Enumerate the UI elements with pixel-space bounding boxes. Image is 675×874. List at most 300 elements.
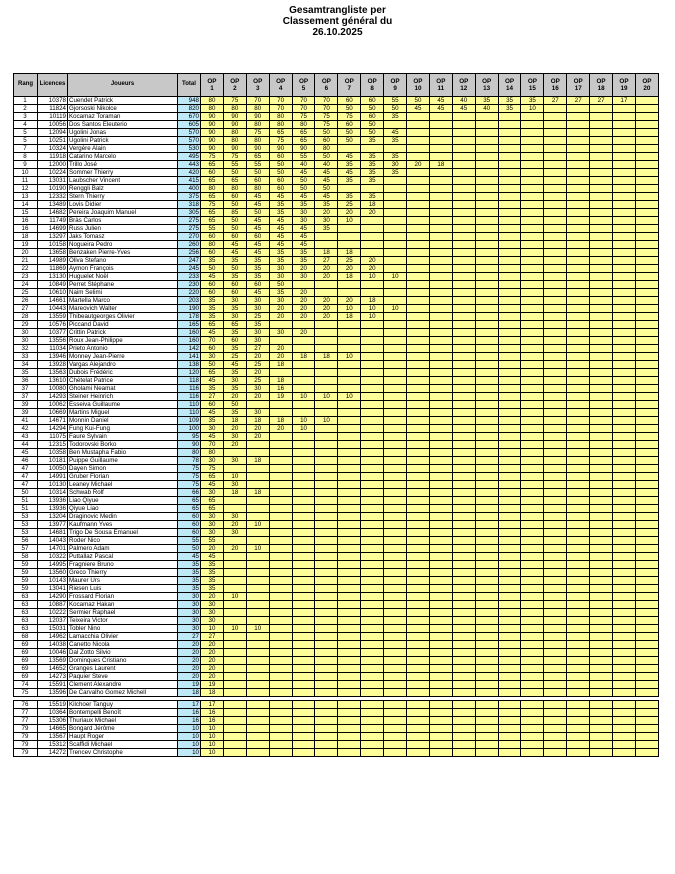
total-cell: 10 (178, 749, 201, 757)
op-score-cell (613, 733, 636, 741)
op-score-cell (361, 577, 384, 585)
op-score-cell (361, 749, 384, 757)
op-score-cell (590, 137, 613, 145)
table-row (14, 249, 659, 257)
table-row (14, 185, 659, 193)
op-score-cell: 20 (269, 353, 292, 361)
op-score-cell: 35 (269, 209, 292, 217)
rank-cell: 79 (14, 749, 38, 757)
player-name-cell: Nogueira Pedro (68, 241, 178, 249)
op-score-cell (475, 337, 498, 345)
op-score-cell (544, 417, 567, 425)
op-score-cell: 20 (201, 641, 224, 649)
op-score-cell (544, 313, 567, 321)
op-score-cell: 20 (315, 273, 338, 281)
op-score-cell: 35 (361, 137, 384, 145)
op-score-cell: 35 (338, 161, 361, 169)
op-score-cell (521, 585, 544, 593)
op-score-cell (613, 121, 636, 129)
op-score-cell (567, 129, 590, 137)
op-score-cell (475, 401, 498, 409)
op-score-cell (498, 273, 521, 281)
table-row (14, 481, 659, 489)
op-score-cell (544, 569, 567, 577)
op-score-cell (292, 741, 315, 749)
op-score-cell: 30 (201, 529, 224, 537)
op-score-cell: 60 (223, 193, 246, 201)
op-score-cell (613, 553, 636, 561)
license-cell: 14681 (38, 529, 68, 537)
op-score-cell: 35 (201, 305, 224, 313)
op-score-cell (544, 553, 567, 561)
license-cell: 14272 (38, 749, 68, 757)
op-score-cell (246, 465, 269, 473)
op-score-cell: 35 (384, 113, 407, 121)
op-score-cell (315, 369, 338, 377)
rank-cell: 12 (14, 185, 38, 193)
op-score-cell (407, 313, 430, 321)
op-score-cell (544, 673, 567, 681)
total-cell: 109 (178, 417, 201, 425)
total-cell: 17 (178, 701, 201, 709)
op-score-cell: 35 (223, 409, 246, 417)
op-score-cell (384, 593, 407, 601)
license-cell: 10314 (38, 489, 68, 497)
op-score-cell: 75 (246, 129, 269, 137)
op-score-cell (635, 417, 658, 425)
op-score-cell (498, 353, 521, 361)
total-cell: 142 (178, 345, 201, 353)
op-score-cell (246, 553, 269, 561)
op-score-cell: 50 (223, 265, 246, 273)
op-score-cell (361, 473, 384, 481)
op-score-cell (613, 601, 636, 609)
op-score-cell: 75 (201, 201, 224, 209)
op-score-cell (498, 337, 521, 345)
op-score-cell (475, 265, 498, 273)
op-score-cell (521, 561, 544, 569)
license-cell: 13936 (38, 505, 68, 513)
op-score-cell (452, 473, 475, 481)
op-score-cell (498, 217, 521, 225)
op-score-cell: 35 (269, 249, 292, 257)
op-score-cell (429, 633, 452, 641)
op-score-cell (452, 401, 475, 409)
op-score-cell (452, 593, 475, 601)
op-score-cell (269, 577, 292, 585)
op-score-cell (384, 393, 407, 401)
rank-cell: 7 (14, 145, 38, 153)
op-score-cell: 20 (407, 161, 430, 169)
op-score-cell (361, 569, 384, 577)
player-name-cell: Bongard Jérôme (68, 725, 178, 733)
op-score-cell (475, 393, 498, 401)
op-score-cell: 55 (201, 225, 224, 233)
op-score-cell (223, 601, 246, 609)
op-score-cell (361, 425, 384, 433)
op-score-cell (635, 353, 658, 361)
license-cell: 14962 (38, 633, 68, 641)
op-score-cell (269, 585, 292, 593)
total-cell: 100 (178, 425, 201, 433)
op-score-cell (269, 473, 292, 481)
license-cell: 14665 (38, 725, 68, 733)
op-score-cell: 45 (246, 217, 269, 225)
op-score-cell (384, 209, 407, 217)
total-cell: 116 (178, 393, 201, 401)
op-score-cell (567, 353, 590, 361)
op-score-cell (475, 185, 498, 193)
op-score-cell: 50 (338, 105, 361, 113)
op-score-cell: 20 (315, 209, 338, 217)
op-score-cell (613, 169, 636, 177)
total-cell: 75 (178, 473, 201, 481)
op-score-cell (613, 201, 636, 209)
op-score-cell (567, 177, 590, 185)
op-score-cell: 10 (201, 733, 224, 741)
op-score-cell (475, 193, 498, 201)
op-score-cell (590, 681, 613, 689)
op-score-cell: 10 (201, 741, 224, 749)
total-cell: 118 (178, 377, 201, 385)
op-score-cell (567, 329, 590, 337)
op-score-cell: 20 (223, 393, 246, 401)
rank-cell: 35 (14, 369, 38, 377)
op-score-cell: 50 (269, 169, 292, 177)
op-score-cell (361, 185, 384, 193)
total-cell: 20 (178, 665, 201, 673)
op-score-cell: 35 (201, 257, 224, 265)
op-score-cell (475, 673, 498, 681)
op-score-cell (361, 617, 384, 625)
header-rank: Rang (14, 74, 38, 97)
op-score-cell (384, 749, 407, 757)
total-cell: 35 (178, 569, 201, 577)
op-score-cell (292, 441, 315, 449)
op-score-cell (407, 701, 430, 709)
op-score-cell: 45 (292, 225, 315, 233)
op-score-cell (590, 701, 613, 709)
op-score-cell: 75 (315, 121, 338, 129)
op-score-cell: 18 (223, 417, 246, 425)
op-score-cell: 35 (201, 297, 224, 305)
license-cell: 13556 (38, 337, 68, 345)
op-score-cell (498, 569, 521, 577)
op-score-cell (452, 121, 475, 129)
op-score-cell: 35 (498, 105, 521, 113)
op-score-cell (567, 297, 590, 305)
op-score-cell (292, 281, 315, 289)
op-score-cell (475, 121, 498, 129)
op-score-cell (429, 529, 452, 537)
op-score-cell (452, 681, 475, 689)
op-score-cell: 80 (201, 241, 224, 249)
op-score-cell (498, 169, 521, 177)
op-score-cell (338, 601, 361, 609)
op-score-cell (498, 361, 521, 369)
header-op-prefix: OP (390, 77, 400, 85)
rank-cell: 44 (14, 441, 38, 449)
op-score-cell (384, 281, 407, 289)
op-score-cell (361, 441, 384, 449)
op-score-cell (475, 625, 498, 633)
license-cell: 15031 (38, 625, 68, 633)
op-score-cell (635, 673, 658, 681)
op-score-cell (361, 481, 384, 489)
player-name-cell: Draginovic Medin (68, 513, 178, 521)
op-score-cell (452, 641, 475, 649)
op-score-cell (429, 233, 452, 241)
op-score-cell: 75 (223, 153, 246, 161)
license-cell: 13560 (38, 569, 68, 577)
player-name-cell: Naim Selimi (68, 289, 178, 297)
op-score-cell (361, 625, 384, 633)
op-score-cell (292, 529, 315, 537)
op-score-cell (498, 601, 521, 609)
table-row (14, 369, 659, 377)
op-score-cell: 20 (223, 441, 246, 449)
op-score-cell (498, 609, 521, 617)
op-score-cell (315, 657, 338, 665)
op-score-cell: 20 (201, 665, 224, 673)
table-row (14, 717, 659, 725)
op-score-cell (567, 585, 590, 593)
op-score-cell: 35 (521, 97, 544, 105)
op-score-cell (567, 513, 590, 521)
player-name-cell: Piccand David (68, 321, 178, 329)
op-score-cell (475, 177, 498, 185)
op-score-cell (498, 649, 521, 657)
op-score-cell (635, 521, 658, 529)
op-score-cell (544, 481, 567, 489)
op-score-cell (315, 329, 338, 337)
op-score-cell (246, 537, 269, 545)
op-score-cell (452, 185, 475, 193)
player-name-cell: Dos Santos Eleuterio (68, 121, 178, 129)
table-row (14, 505, 659, 513)
op-score-cell (361, 641, 384, 649)
op-score-cell (384, 193, 407, 201)
op-score-cell (498, 401, 521, 409)
op-score-cell (544, 393, 567, 401)
op-score-cell (246, 673, 269, 681)
license-cell: 14699 (38, 225, 68, 233)
op-score-cell (521, 609, 544, 617)
op-score-cell (429, 577, 452, 585)
op-score-cell (269, 665, 292, 673)
op-score-cell: 20 (292, 329, 315, 337)
op-score-cell (429, 393, 452, 401)
op-score-cell (407, 377, 430, 385)
op-score-cell (338, 497, 361, 505)
total-cell: 415 (178, 177, 201, 185)
op-score-cell (498, 265, 521, 273)
op-score-cell (361, 401, 384, 409)
op-score-cell (384, 641, 407, 649)
op-score-cell (635, 193, 658, 201)
op-score-cell (475, 433, 498, 441)
op-score-cell (590, 489, 613, 497)
op-score-cell (567, 465, 590, 473)
op-score-cell (429, 561, 452, 569)
op-score-cell (429, 385, 452, 393)
table-row (14, 749, 659, 757)
op-score-cell (269, 593, 292, 601)
op-score-cell (567, 741, 590, 749)
op-score-cell (429, 137, 452, 145)
player-name-cell: Oliva Stefano (68, 257, 178, 265)
op-score-cell: 16 (201, 709, 224, 717)
table-row (14, 657, 659, 665)
op-score-cell (544, 457, 567, 465)
op-score-cell (407, 201, 430, 209)
op-score-cell (407, 749, 430, 757)
op-score-cell (223, 569, 246, 577)
op-score-cell (407, 725, 430, 733)
op-score-cell (292, 701, 315, 709)
op-score-cell (521, 113, 544, 121)
op-score-cell (498, 177, 521, 185)
op-score-cell: 20 (292, 305, 315, 313)
op-score-cell (544, 345, 567, 353)
license-cell: 14991 (38, 473, 68, 481)
rank-cell: 4 (14, 121, 38, 129)
op-score-cell (361, 465, 384, 473)
table-row (14, 257, 659, 265)
op-score-cell (475, 169, 498, 177)
op-score-cell (521, 209, 544, 217)
table-row (14, 217, 659, 225)
op-score-cell (544, 273, 567, 281)
op-score-cell (315, 725, 338, 733)
total-cell: 256 (178, 249, 201, 257)
op-score-cell (498, 185, 521, 193)
op-score-cell: 90 (292, 145, 315, 153)
op-score-cell (475, 129, 498, 137)
op-score-cell (498, 733, 521, 741)
op-score-cell (498, 305, 521, 313)
rank-cell: 3 (14, 113, 38, 121)
op-score-cell (613, 725, 636, 733)
op-score-cell: 20 (315, 305, 338, 313)
header-op-prefix: OP (367, 77, 377, 85)
player-name-cell: Perret Stéphane (68, 281, 178, 289)
op-score-cell: 85 (223, 209, 246, 217)
op-score-cell (223, 497, 246, 505)
op-score-cell (429, 353, 452, 361)
op-score-cell (613, 537, 636, 545)
op-score-cell (361, 249, 384, 257)
op-score-cell (635, 385, 658, 393)
op-score-cell (567, 457, 590, 465)
op-score-cell (590, 385, 613, 393)
op-score-cell: 60 (201, 289, 224, 297)
op-score-cell (521, 289, 544, 297)
op-score-cell (384, 489, 407, 497)
op-score-cell (452, 217, 475, 225)
player-name-cell: Roux Jean-Philippe (68, 337, 178, 345)
op-score-cell (475, 681, 498, 689)
op-score-cell (498, 449, 521, 457)
op-score-cell (521, 473, 544, 481)
op-score-cell (475, 241, 498, 249)
license-cell: 10190 (38, 185, 68, 193)
op-score-cell (544, 121, 567, 129)
op-score-cell (292, 681, 315, 689)
op-score-cell (590, 121, 613, 129)
op-score-cell (315, 561, 338, 569)
op-score-cell (407, 585, 430, 593)
rank-cell: 29 (14, 321, 38, 329)
op-score-cell (567, 121, 590, 129)
op-score-cell (635, 289, 658, 297)
player-name-cell: Palmero Adam (68, 545, 178, 553)
op-score-cell (384, 233, 407, 241)
player-name-cell: Chételat Patrice (68, 377, 178, 385)
player-name-cell: Thibeautgeorges Olivier (68, 313, 178, 321)
license-cell: 10251 (38, 137, 68, 145)
op-score-cell (498, 417, 521, 425)
op-score-cell (635, 241, 658, 249)
op-score-cell (292, 465, 315, 473)
op-score-cell (567, 289, 590, 297)
op-score-cell (544, 145, 567, 153)
op-score-cell: 60 (201, 169, 224, 177)
player-name-cell: Puippe Guillaume (68, 457, 178, 465)
total-cell: 138 (178, 361, 201, 369)
op-score-cell (590, 353, 613, 361)
op-score-cell (384, 473, 407, 481)
license-cell: 13610 (38, 377, 68, 385)
total-cell: 60 (178, 521, 201, 529)
op-score-cell (407, 193, 430, 201)
op-score-cell (292, 649, 315, 657)
op-score-cell (475, 449, 498, 457)
op-score-cell: 25 (246, 313, 269, 321)
op-score-cell (452, 377, 475, 385)
rank-cell: 30 (14, 329, 38, 337)
op-score-cell (498, 345, 521, 353)
header-op-prefix: OP (436, 77, 446, 85)
op-score-cell (635, 225, 658, 233)
op-score-cell: 50 (201, 361, 224, 369)
op-score-cell (407, 289, 430, 297)
op-score-cell (590, 249, 613, 257)
total-cell: 110 (178, 409, 201, 417)
op-score-cell (521, 749, 544, 757)
op-score-cell: 45 (429, 97, 452, 105)
player-name-cell: Canetto Nicola (68, 641, 178, 649)
op-score-cell (429, 121, 452, 129)
op-score-cell (567, 409, 590, 417)
op-score-cell (338, 649, 361, 657)
table-row (14, 521, 659, 529)
op-score-cell (521, 505, 544, 513)
op-score-cell: 20 (292, 297, 315, 305)
op-score-cell (361, 337, 384, 345)
op-score-cell (521, 145, 544, 153)
player-name-cell: Jaks Tomasz (68, 233, 178, 241)
op-score-cell (613, 225, 636, 233)
player-name-cell: Kaufmann Yves (68, 521, 178, 529)
op-score-cell (498, 725, 521, 733)
license-cell: 10377 (38, 329, 68, 337)
op-score-cell (361, 385, 384, 393)
op-score-cell: 60 (269, 185, 292, 193)
op-score-cell: 35 (269, 201, 292, 209)
op-score-cell (338, 289, 361, 297)
op-score-cell (498, 409, 521, 417)
